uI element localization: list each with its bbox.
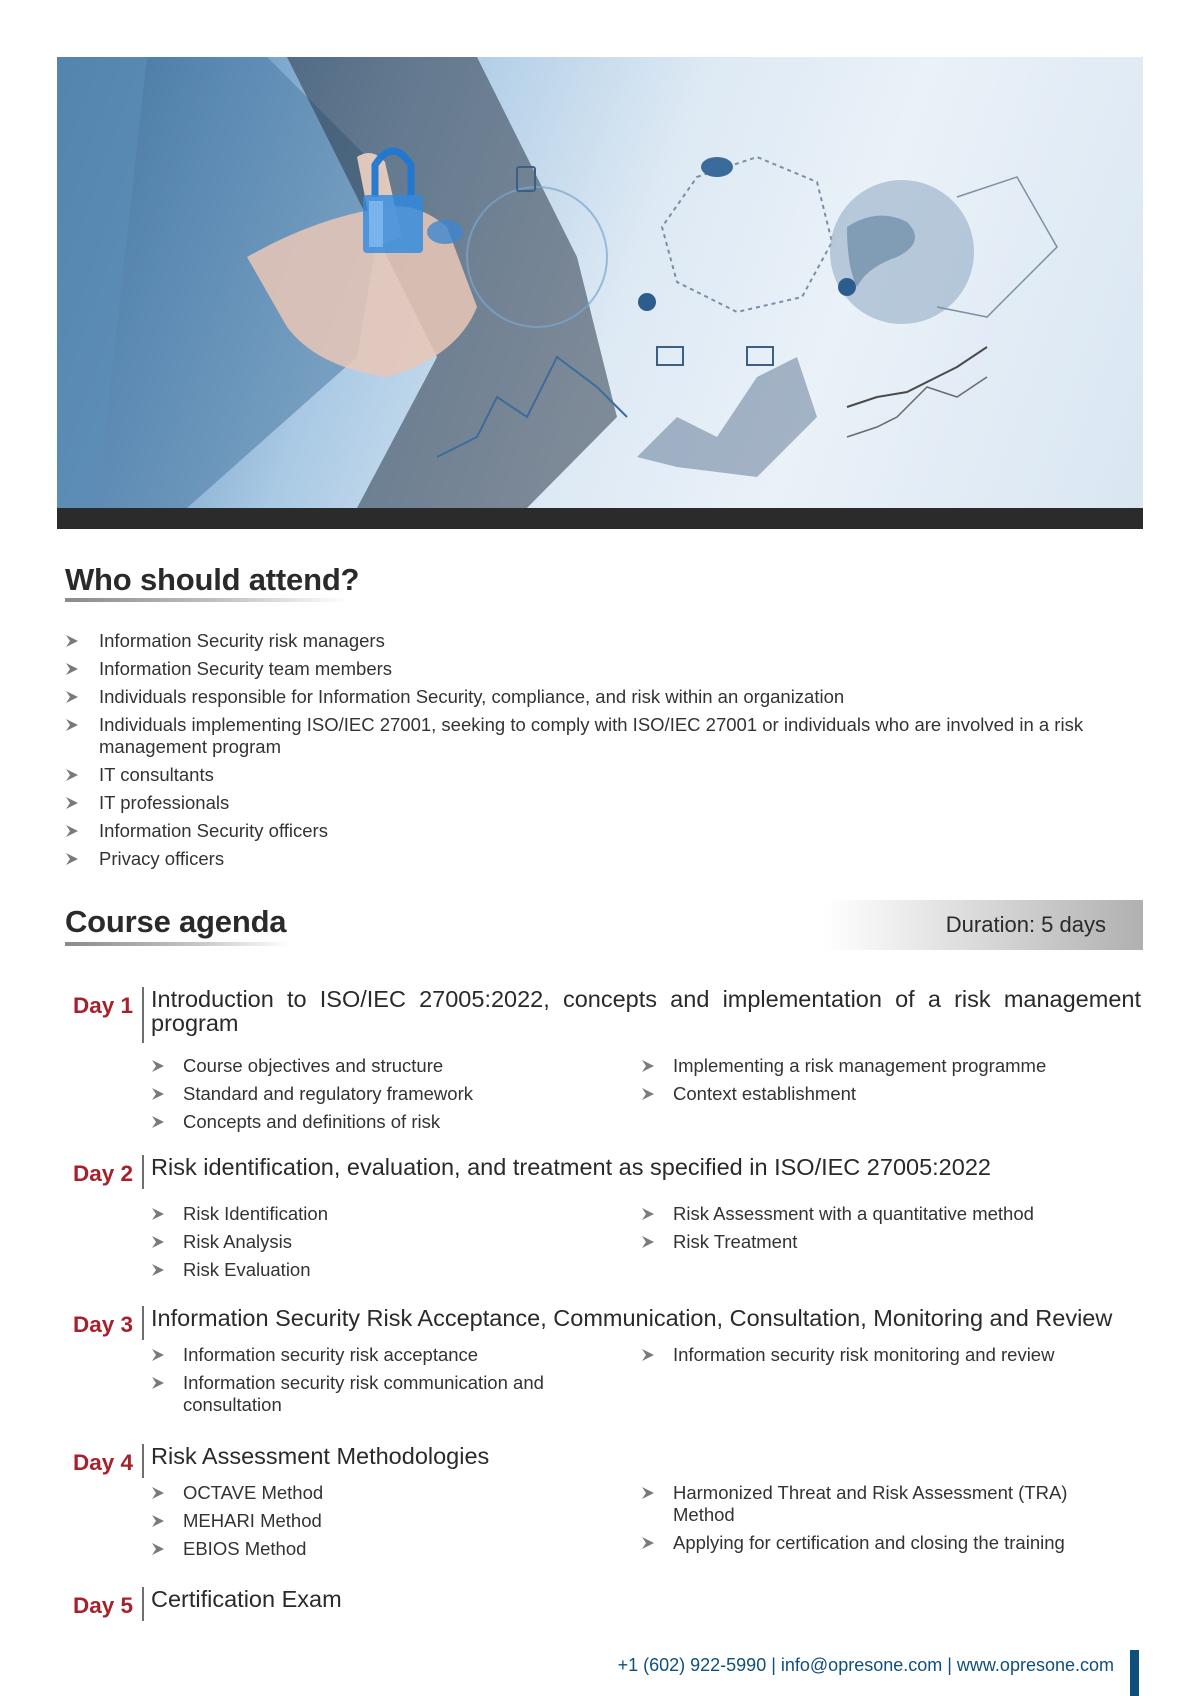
day-label: Day 1 xyxy=(73,993,134,1018)
list-item-text: Information Security officers xyxy=(99,820,328,841)
arrow-bullet-icon xyxy=(151,1514,165,1528)
topics-column-right xyxy=(641,1055,1101,1111)
list-item xyxy=(65,848,1145,870)
day-title: Introduction to ISO/IEC 27005:2022, concepts and implementation of a risk management program xyxy=(151,986,1141,1036)
list-item-text: Privacy officers xyxy=(99,848,225,869)
day-label: Day 2 xyxy=(73,1161,134,1186)
topic-item xyxy=(641,1344,1101,1366)
list-item-text: IT professionals xyxy=(99,792,230,813)
topic-item xyxy=(641,1532,1101,1554)
day-title: Risk Assessment Methodologies xyxy=(151,1443,490,1469)
who-attend-title: Who should attend? xyxy=(65,562,360,597)
hero-image xyxy=(57,57,1143,508)
arrow-bullet-icon xyxy=(65,796,79,810)
day-label: Day 3 xyxy=(73,1312,134,1337)
arrow-bullet-icon xyxy=(151,1235,165,1249)
topic-text: OCTAVE Method xyxy=(183,1482,324,1503)
topic-item xyxy=(641,1231,1101,1253)
topics-column-left xyxy=(151,1055,611,1139)
topic-text: Risk Identification xyxy=(183,1203,328,1224)
topic-text: Context establishment xyxy=(673,1083,857,1104)
arrow-bullet-icon xyxy=(151,1263,165,1277)
topics-column-right xyxy=(641,1482,1101,1560)
topics-column-right xyxy=(641,1344,1101,1372)
arrow-bullet-icon xyxy=(151,1486,165,1500)
topic-text: Concepts and definitions of risk xyxy=(183,1111,441,1132)
topics-column-left xyxy=(151,1482,611,1566)
topic-text: Risk Assessment with a quantitative method xyxy=(673,1203,1034,1224)
list-item xyxy=(65,764,1145,786)
list-item xyxy=(65,658,1145,680)
topic-item xyxy=(151,1231,611,1253)
arrow-bullet-icon xyxy=(641,1207,655,1221)
topic-item xyxy=(641,1203,1101,1225)
day-label: Day 4 xyxy=(73,1450,134,1475)
duration-text: Duration: 5 days xyxy=(945,912,1106,937)
arrow-bullet-icon xyxy=(641,1536,655,1550)
arrow-bullet-icon xyxy=(151,1115,165,1129)
list-item-text: Individuals implementing ISO/IEC 27001, seeking to comply with ISO/IEC 27001 or individuals who are involved in a risk management program xyxy=(99,714,1084,757)
topic-text: Applying for certification and closing the training xyxy=(673,1532,1065,1553)
topic-text: Risk Evaluation xyxy=(183,1259,311,1280)
topic-item xyxy=(151,1482,611,1504)
topic-item xyxy=(151,1538,611,1560)
arrow-bullet-icon xyxy=(151,1059,165,1073)
arrow-bullet-icon xyxy=(151,1207,165,1221)
topic-text: Course objectives and structure xyxy=(183,1055,444,1076)
list-item-text: IT consultants xyxy=(99,764,214,785)
topic-item xyxy=(151,1203,611,1225)
topics-column-right xyxy=(641,1203,1101,1259)
topic-text: Implementing a risk management programme xyxy=(673,1055,1047,1076)
topic-item xyxy=(151,1083,611,1105)
footer-accent-bar xyxy=(1130,1650,1139,1696)
day-separator xyxy=(142,987,144,1043)
list-item xyxy=(65,792,1145,814)
topic-item xyxy=(151,1055,611,1077)
day-title: Certification Exam xyxy=(151,1586,342,1612)
list-item-text: Information Security team members xyxy=(99,658,393,679)
topic-item xyxy=(151,1372,611,1416)
topics-column-left xyxy=(151,1344,611,1422)
list-item xyxy=(65,714,1145,758)
topic-text: Information security risk acceptance xyxy=(183,1344,479,1365)
list-item-text: Individuals responsible for Information Security, compliance, and risk within an organization xyxy=(99,686,845,707)
hero-banner xyxy=(57,57,1143,529)
list-item xyxy=(65,686,1145,708)
arrow-bullet-icon xyxy=(65,690,79,704)
list-item-text: Information Security risk managers xyxy=(99,630,385,651)
arrow-bullet-icon xyxy=(151,1348,165,1362)
topic-item xyxy=(151,1344,611,1366)
topic-item xyxy=(151,1259,611,1281)
topic-text: Risk Analysis xyxy=(183,1231,292,1252)
who-attend-underline xyxy=(65,598,350,602)
topic-item xyxy=(641,1055,1101,1077)
topic-text: Standard and regulatory framework xyxy=(183,1083,473,1104)
arrow-bullet-icon xyxy=(641,1486,655,1500)
arrow-bullet-icon xyxy=(151,1087,165,1101)
arrow-bullet-icon xyxy=(641,1348,655,1362)
arrow-bullet-icon xyxy=(151,1376,165,1390)
arrow-bullet-icon xyxy=(65,852,79,866)
topic-text: Information security risk monitoring and review xyxy=(673,1344,1055,1365)
course-agenda-underline xyxy=(65,942,290,946)
topic-item xyxy=(641,1482,1101,1526)
arrow-bullet-icon xyxy=(641,1235,655,1249)
day-separator xyxy=(142,1155,144,1189)
arrow-bullet-icon xyxy=(65,634,79,648)
who-attend-list xyxy=(65,630,1145,876)
day-title: Risk identification, evaluation, and treatment as specified in ISO/IEC 27005:2022 xyxy=(151,1154,991,1180)
day-label: Day 5 xyxy=(73,1593,134,1618)
topic-text: Harmonized Threat and Risk Assessment (TRA) Method xyxy=(673,1482,1068,1525)
arrow-bullet-icon xyxy=(151,1542,165,1556)
topic-text: EBIOS Method xyxy=(183,1538,307,1559)
course-agenda-title: Course agenda xyxy=(65,904,287,939)
hero-illustration xyxy=(57,57,1143,508)
topics-column-left xyxy=(151,1203,611,1287)
duration-badge xyxy=(825,900,1143,950)
topic-text: MEHARI Method xyxy=(183,1510,322,1531)
arrow-bullet-icon xyxy=(641,1059,655,1073)
topic-item xyxy=(641,1083,1101,1105)
topic-text: Information security risk communication and consultation xyxy=(183,1372,544,1415)
day-title: Information Security Risk Acceptance, Communication, Consultation, Monitoring and Review xyxy=(151,1305,1113,1331)
day-separator xyxy=(142,1444,144,1478)
topic-item xyxy=(151,1510,611,1532)
arrow-bullet-icon xyxy=(65,768,79,782)
arrow-bullet-icon xyxy=(65,662,79,676)
footer-contact: +1 (602) 922-5990 | info@opresone.com | www.opresone.com xyxy=(617,1655,1114,1675)
arrow-bullet-icon xyxy=(65,824,79,838)
list-item xyxy=(65,630,1145,652)
list-item xyxy=(65,820,1145,842)
day-separator xyxy=(142,1306,144,1340)
arrow-bullet-icon xyxy=(641,1087,655,1101)
hero-bottom-bar xyxy=(57,508,1143,529)
topic-item xyxy=(151,1111,611,1133)
day-separator xyxy=(142,1587,144,1621)
topic-text: Risk Treatment xyxy=(673,1231,798,1252)
arrow-bullet-icon xyxy=(65,718,79,732)
